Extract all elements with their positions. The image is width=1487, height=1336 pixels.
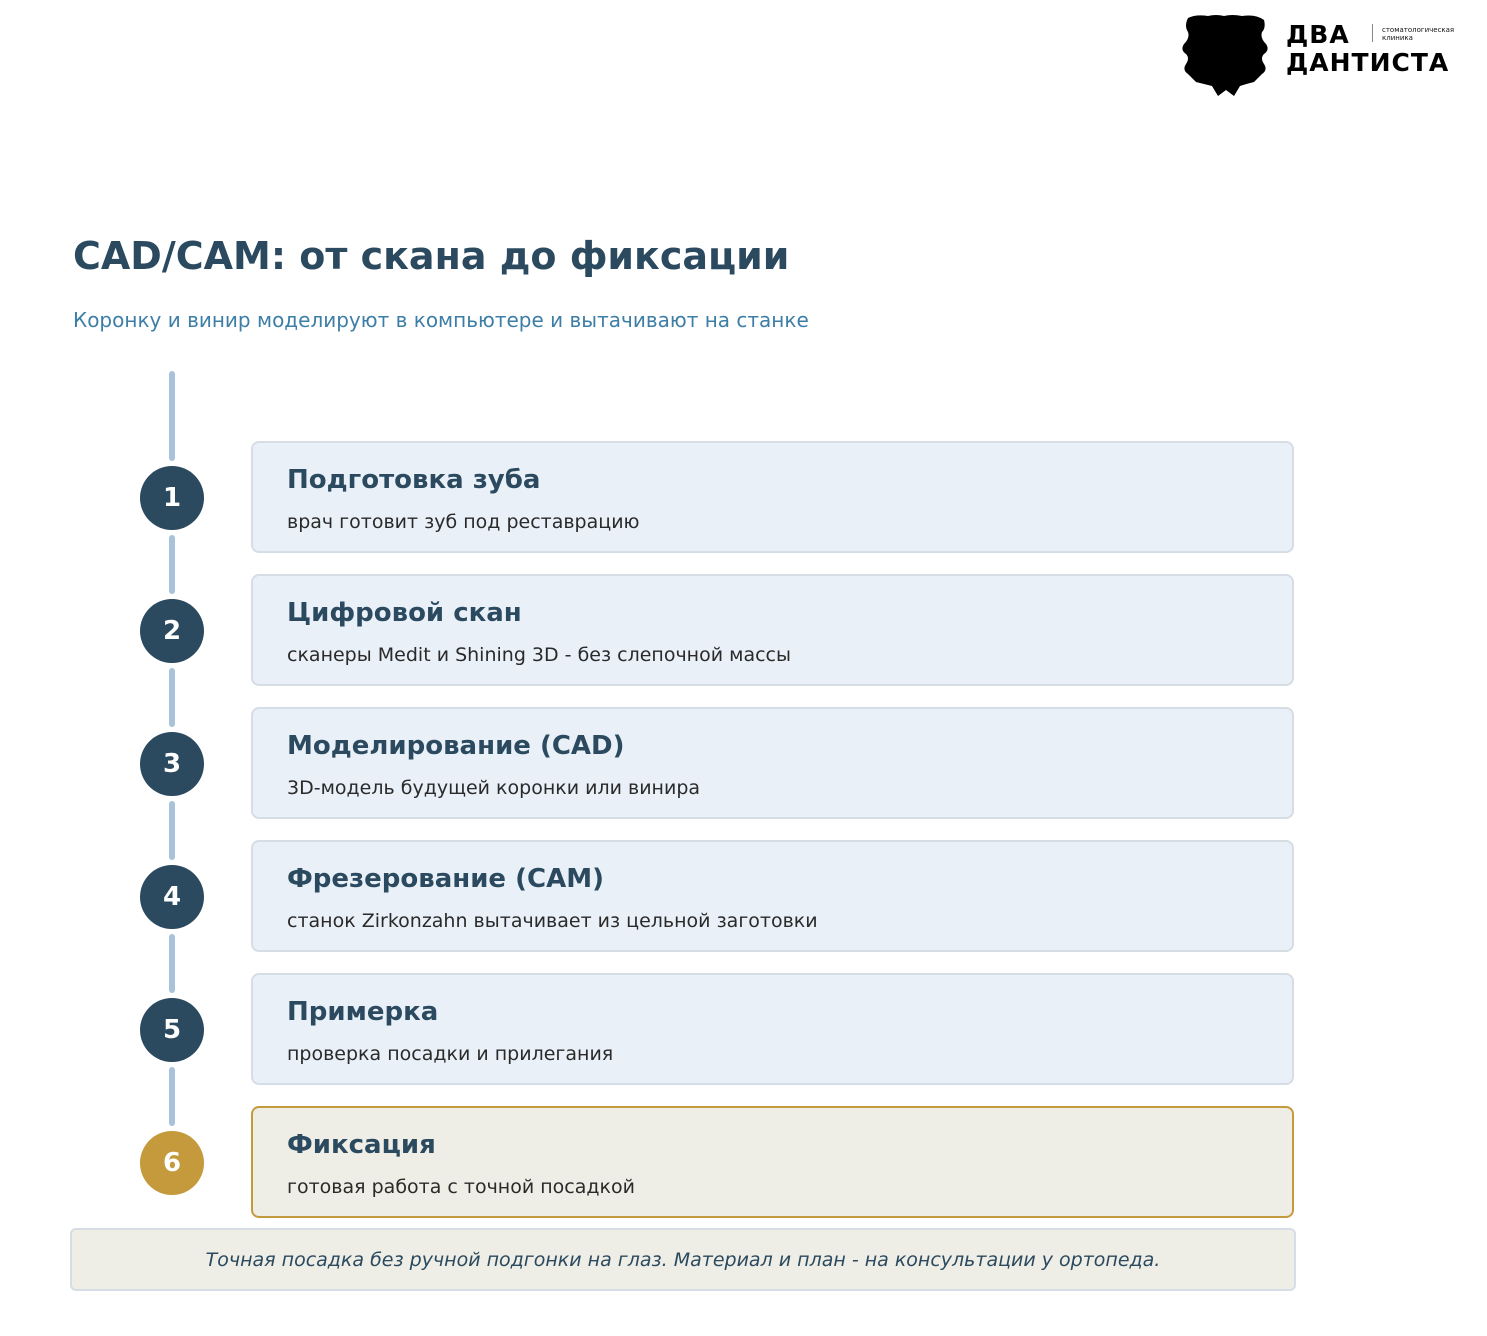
step-title: Фиксация	[287, 1130, 436, 1160]
logo-tagline-2: клиника	[1382, 34, 1413, 42]
logo-tagline-1: стоматологическая	[1382, 26, 1455, 34]
step-title: Фрезерование (CAM)	[287, 864, 604, 894]
page-subtitle: Коронку и винир моделируют в компьютере и вытачивают на станке	[73, 308, 809, 332]
logo-separator	[1372, 24, 1373, 42]
logo-line-1: ДВА	[1286, 20, 1350, 49]
step-card	[251, 441, 1294, 553]
step-card	[251, 707, 1294, 819]
step-description: готовая работа с точной посадкой	[287, 1176, 635, 1198]
logo-line-2: ДАНТИСТА	[1286, 48, 1450, 77]
step-number-badge: 2	[140, 599, 204, 663]
step-card	[251, 973, 1294, 1085]
timeline-rail	[169, 1067, 175, 1126]
step-title: Подготовка зуба	[287, 465, 541, 495]
step-description: проверка посадки и прилегания	[287, 1043, 614, 1065]
page-title: CAD/CAM: от скана до фиксации	[73, 234, 790, 278]
two-faces-logo-icon	[1176, 12, 1276, 102]
timeline-rail	[169, 535, 175, 594]
timeline-rail	[169, 934, 175, 993]
step-description: 3D-модель будущей коронки или винира	[287, 777, 701, 799]
step-description: сканеры Medit и Shining 3D - без слепочной массы	[287, 644, 791, 666]
timeline-rail	[169, 371, 175, 461]
timeline-rail	[169, 801, 175, 860]
footer-note: Точная посадка без ручной подгонки на глаз. Материал и план - на консультации у ортопеда.	[70, 1228, 1296, 1291]
step-title: Моделирование (CAD)	[287, 731, 625, 761]
step-description: врач готовит зуб под реставрацию	[287, 511, 640, 533]
step-title: Цифровой скан	[287, 598, 522, 628]
step-title: Примерка	[287, 997, 439, 1027]
step-number-badge: 3	[140, 732, 204, 796]
step-number-badge: 1	[140, 466, 204, 530]
step-number-badge-final: 6	[140, 1131, 204, 1195]
step-number-badge: 5	[140, 998, 204, 1062]
clinic-logo	[1176, 12, 1476, 102]
step-card	[251, 574, 1294, 686]
step-card-final	[251, 1106, 1294, 1218]
step-card	[251, 840, 1294, 952]
timeline-rail	[169, 668, 175, 727]
logo-tagline	[1382, 26, 1454, 42]
step-number-badge: 4	[140, 865, 204, 929]
step-description: станок Zirkonzahn вытачивает из цельной заготовки	[287, 910, 818, 932]
